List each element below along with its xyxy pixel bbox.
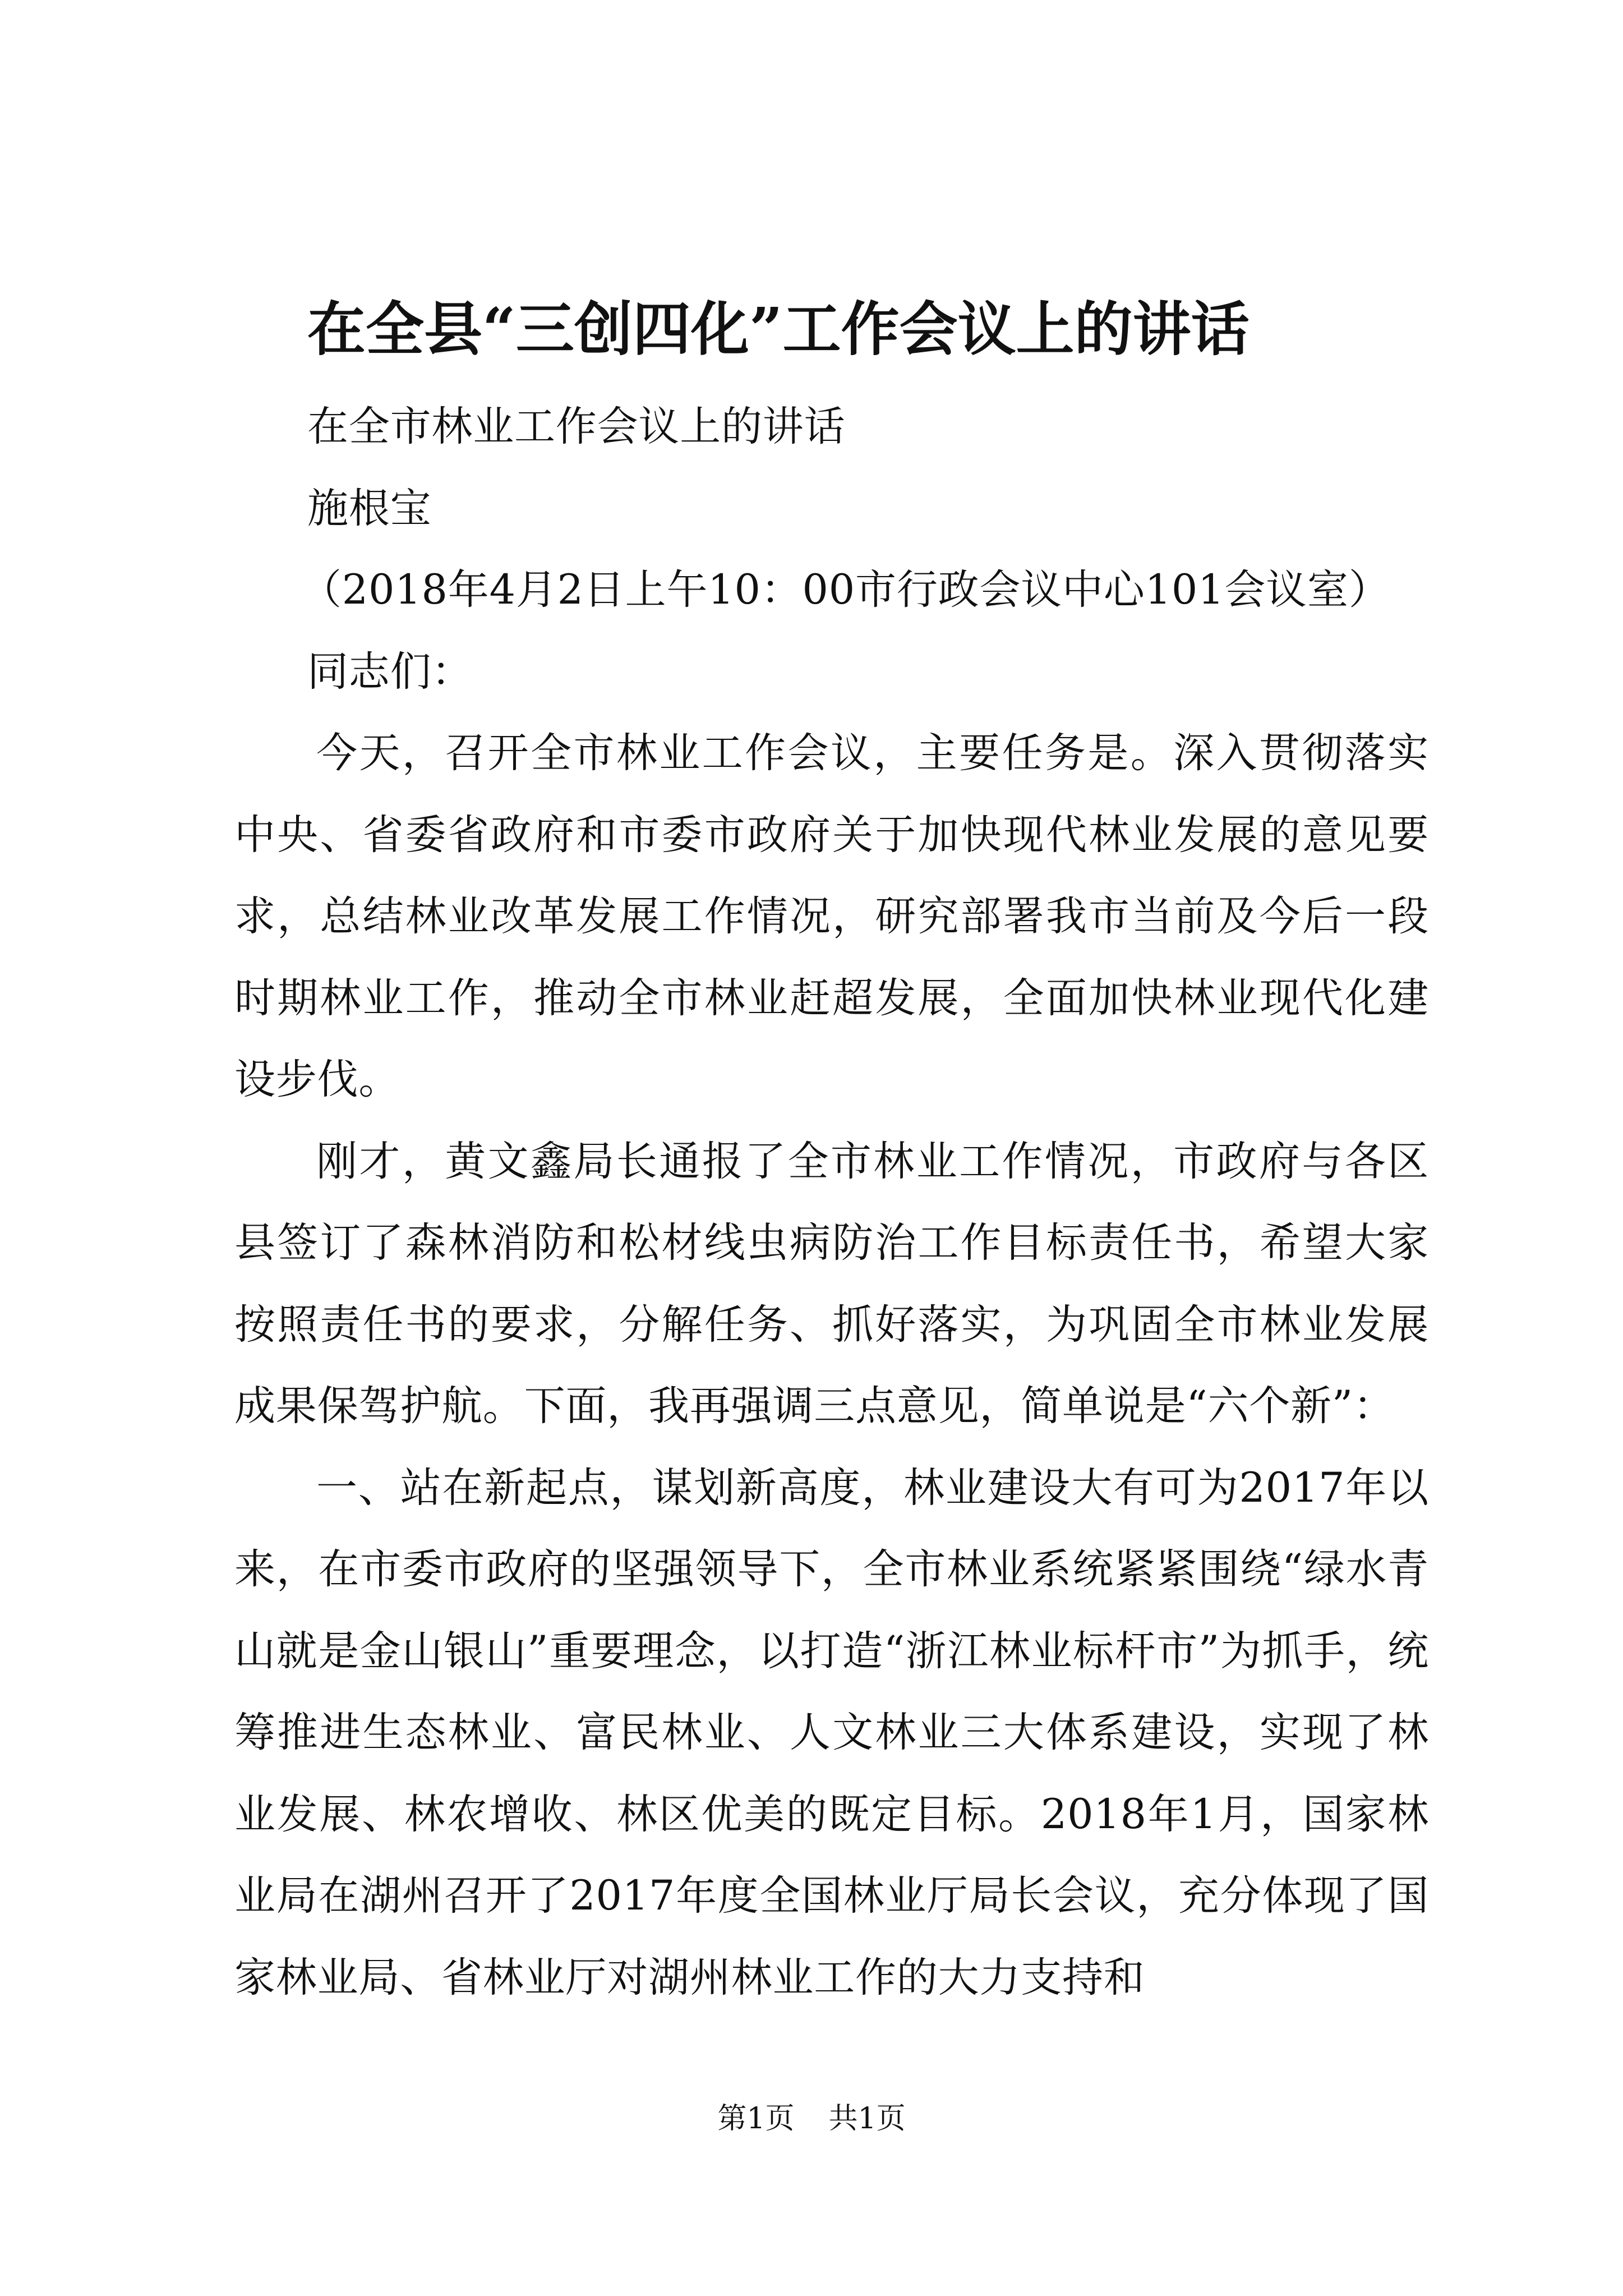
meeting-info: （2018年4月2日上午10：00市行政会议中心101会议室） [301, 566, 1390, 614]
paragraph-3: 一、站在新起点，谋划新高度，林业建设大有可为2017年以来，在市委市政府的坚强领导下，全市林业系统紧紧围绕“绿水青山就是金山银山”重要理念，以打造“浙江林业标杆市”为抓手，统筹推进生态林业、富民林业、人文林业三大体系建设，实现了林业发展、林农增收、林区优美的既定目标。2018年1月，国家林业局在湖州召开了2017年度全国林业厅局长会议，充分体现了国家林业局、省林业厅对湖州林业工作的大力支持和 [234, 1464, 1429, 2001]
page-total: 共1页 [828, 2102, 906, 2136]
document-subtitle: 在全市林业工作会议上的讲话 [307, 403, 846, 450]
page-footer [0, 2099, 1623, 2138]
paragraph-1: 今天，召开全市林业工作会议，主要任务是。深入贯彻落实中央、省委省政府和市委市政府关于加快现代林业发展的意见要求，总结林业改革发展工作情况，研究部署我市当前及今后一段时期林业工作，推动全市林业赶超发展，全面加快林业现代化建设步伐。 [234, 729, 1429, 1103]
paragraph-2: 刚才，黄文鑫局长通报了全市林业工作情况，市政府与各区县签订了森林消防和松材线虫病防治工作目标责任书，希望大家按照责任书的要求，分解任务、抓好落实，为巩固全市林业发展成果保驾护航。下面，我再强调三点意见，简单说是“六个新”： [234, 1137, 1429, 1430]
document-body [234, 386, 1429, 2018]
document-author: 施根宝 [307, 484, 432, 532]
page-number: 第1页 [717, 2102, 795, 2136]
document-title: 在全县“三创四化”工作会议上的讲话 [307, 295, 1249, 364]
salutation: 同志们： [307, 647, 473, 696]
